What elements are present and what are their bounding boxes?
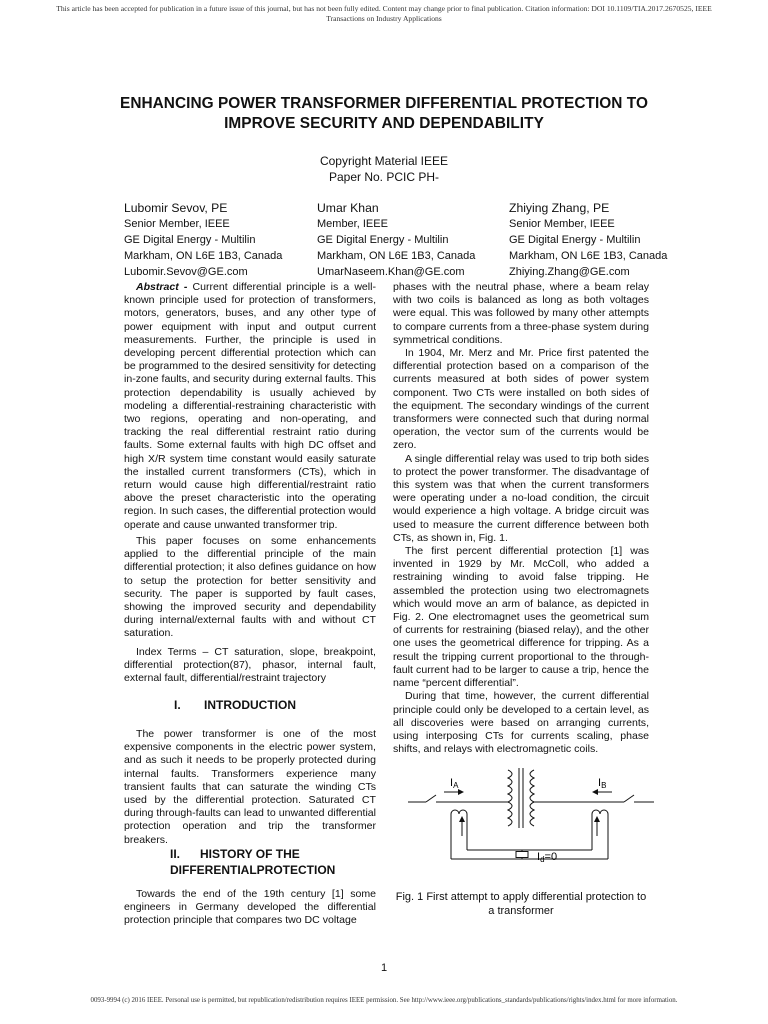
author-name: Zhiying Zhang, PE — [509, 201, 610, 215]
author-org: GE Digital Energy - Multilin — [124, 234, 256, 246]
title-line2: IMPROVE SECURITY AND DEPENDABILITY — [224, 115, 544, 132]
author-role: Senior Member, IEEE — [509, 218, 615, 230]
figure-1-caption — [393, 890, 649, 918]
author-email: Lubomir.Sevov@GE.com — [124, 266, 248, 278]
author-block-3 — [509, 200, 709, 280]
title-line1: ENHANCING POWER TRANSFORMER DIFFERENTIAL PROTECTION TO — [120, 95, 648, 112]
transformer-winding-primary — [508, 770, 512, 826]
label-ib-main: I — [598, 777, 602, 789]
abstract-text: Current differential principle is a well-known principle used for protection of transformers, motors, generators, buses, and any other type of power equipment with input and output current measurements. Further, the principle is used in developing percent differential protection which can be programmed to the desired sensitivity for detecting in-zone faults, and security during external faults. This protection dependability is usually achieved by modeling a differential-restraining characteristic with two regions, operating and non-operating, and tracking the real differential restraint ratio during faults. Some external faults with high DC offset and high X/R system time constant would easily saturate the installed current transformers (CTs), which in return would cause high differential/restraint ratio above the preset characteristic into the operating region. In such cases, the differential protection would operate and cause unwanted transformer trip. — [124, 281, 376, 531]
label-id-main: I — [537, 851, 541, 863]
author-org: GE Digital Energy - Multilin — [317, 234, 449, 246]
section-title: INTRODUCTION — [204, 698, 296, 712]
header-note — [20, 4, 748, 24]
right-paragraph-1: phases with the neutral phase, where a beam relay with two coils is balanced as long as both voltages were equal. This was followed by many other attempts to compare currents from a three-phase system during symmetrical conditions. — [393, 281, 649, 346]
author-block-2 — [317, 200, 517, 280]
arrowhead-ia — [458, 789, 464, 795]
label-id-value: =0 — [544, 851, 558, 863]
header-note-line1: This article has been accepted for publication in a future issue of this journal, but has not been fully edited. Content may change prior to final publication. Citation information: DOI 10.1109/TIA.2017.2670525, IEEE — [56, 4, 712, 13]
arrowhead-right-ct — [594, 816, 600, 822]
paper-focus-text: This paper focuses on some enhancements applied to the differential principle of the main differential protection; it also defines guidance on how to setup the protection for better sensitivity and security. The paper is supported by fault cases, showing the improved security and dependability during internal/external faults with and without CT saturation. — [124, 535, 376, 640]
breaker-left — [426, 795, 436, 802]
label-ia-main: I — [450, 777, 454, 789]
paper-title — [40, 94, 728, 134]
copyright-line: Copyright Material IEEE — [319, 154, 449, 168]
right-paragraph-3: A single differential relay was used to trip both sides to protect the power transformer. The disadvantage of this system was that when the current transformers were operating under a no-load condition, the circuit would experience a high voltage. A bridge circuit was used to measure the current difference between both CTs, as shown in, Fig. 1. — [393, 452, 649, 544]
label-ib — [598, 777, 606, 790]
breaker-right — [624, 795, 634, 802]
arrowhead-ib — [592, 789, 598, 795]
transformer-winding-secondary — [530, 770, 534, 826]
caption-line1: Fig. 1 First attempt to apply differential protection to — [395, 891, 647, 903]
right-paragraph-4: The first percent differential protection [1] was invented in 1929 by Mr. McColl, who added a restraining winding to avoid false tripping. He assembled the protection using two electromagnets which would move an arm of balance, as depicted in Fig. 2. One electromagnet uses the geometrical sum of currents for restraining (biased relay), and the other one uses the geometrical difference for tripping. As a result the tripping current proportional to the through-fault current had to be larger to cause a trip, hence the name “percent differential”. — [393, 545, 649, 690]
author-address: Markham, ON L6E 1B3, Canada — [509, 250, 668, 262]
introduction-paragraph — [124, 728, 376, 847]
author-name: Lubomir Sevov, PE — [124, 201, 228, 215]
figure-1-diagram — [404, 762, 656, 880]
abstract-paragraph — [124, 281, 376, 532]
ct-left — [451, 810, 467, 814]
paper-number: Paper No. PCIC PH- — [328, 170, 440, 184]
paper-focus-paragraph — [124, 535, 376, 641]
label-ia — [450, 777, 459, 790]
author-address: Markham, ON L6E 1B3, Canada — [317, 250, 476, 262]
label-id — [537, 851, 557, 864]
ct-right — [592, 810, 608, 814]
author-role: Member, IEEE — [317, 218, 388, 230]
section-number: II. — [170, 847, 181, 861]
arrowhead-left-ct — [459, 816, 465, 822]
right-column — [393, 281, 649, 756]
footer-note: 0093-9994 (c) 2016 IEEE. Personal use is permitted, but republication/redistribution requires IEEE permission. See http://www.ieee.org/publications_standards/publications/rights/index.html for more information. — [90, 997, 678, 1004]
history-text: Towards the end of the 19th century [1] some engineers in Germany developed the differential protection principle that compares two DC voltage — [124, 888, 376, 927]
author-email: UmarNaseem.Khan@GE.com — [317, 266, 465, 278]
author-block-1 — [124, 200, 324, 280]
history-paragraph — [124, 888, 376, 928]
section-title-line1: HISTORY OF THE — [200, 847, 300, 861]
relay-element — [516, 852, 528, 858]
author-name: Umar Khan — [317, 201, 379, 215]
index-terms: Index Terms – CT saturation, slope, breakpoint, differential protection(87), phasor, internal fault, external fault, differential/restraint trajectory — [124, 646, 376, 685]
header-note-line2: Transactions on Industry Applications — [326, 14, 442, 23]
author-address: Markham, ON L6E 1B3, Canada — [124, 250, 283, 262]
caption-line2: a transformer — [488, 905, 554, 917]
author-org: GE Digital Energy - Multilin — [509, 234, 641, 246]
right-paragraph-2: In 1904, Mr. Merz and Mr. Price first patented the differential protection based on a comparison of the currents measured at both sides of power system component. Two CTs were installed on both sides of the equipment. The secondary windings of the current transformers were connected such that during normal operation, the vector sum of the currents would be zero. — [393, 347, 649, 452]
author-role: Senior Member, IEEE — [124, 218, 230, 230]
author-email: Zhiying.Zhang@GE.com — [509, 266, 630, 278]
section-number: I. — [174, 698, 181, 712]
abstract-label: Abstract - — [136, 281, 188, 293]
copyright-block — [234, 153, 534, 185]
label-id-sub: d — [540, 855, 545, 864]
label-ia-sub: A — [453, 781, 459, 790]
introduction-text: The power transformer is one of the most expensive components in the electric power system, and as such it needs to be properly protected during internal faults. Transformers experience many transient faults that can saturate the winding CTs used by the differential protection. Saturated CT during through-faults can lead to unwanted differential protection operation and trip the transformer breakers. — [124, 728, 376, 846]
label-ib-sub: B — [601, 781, 607, 790]
section-title-line2: DIFFERENTIALPROTECTION — [170, 863, 336, 877]
right-paragraph-5: During that time, however, the current differential principle could only be developed to a certain level, as all discoveries were based on arranging currents, using interposing CTs for currents scaling, phase shifts, and relays with electromagnetic coils. — [393, 690, 649, 756]
page-number: 1 — [380, 962, 388, 974]
